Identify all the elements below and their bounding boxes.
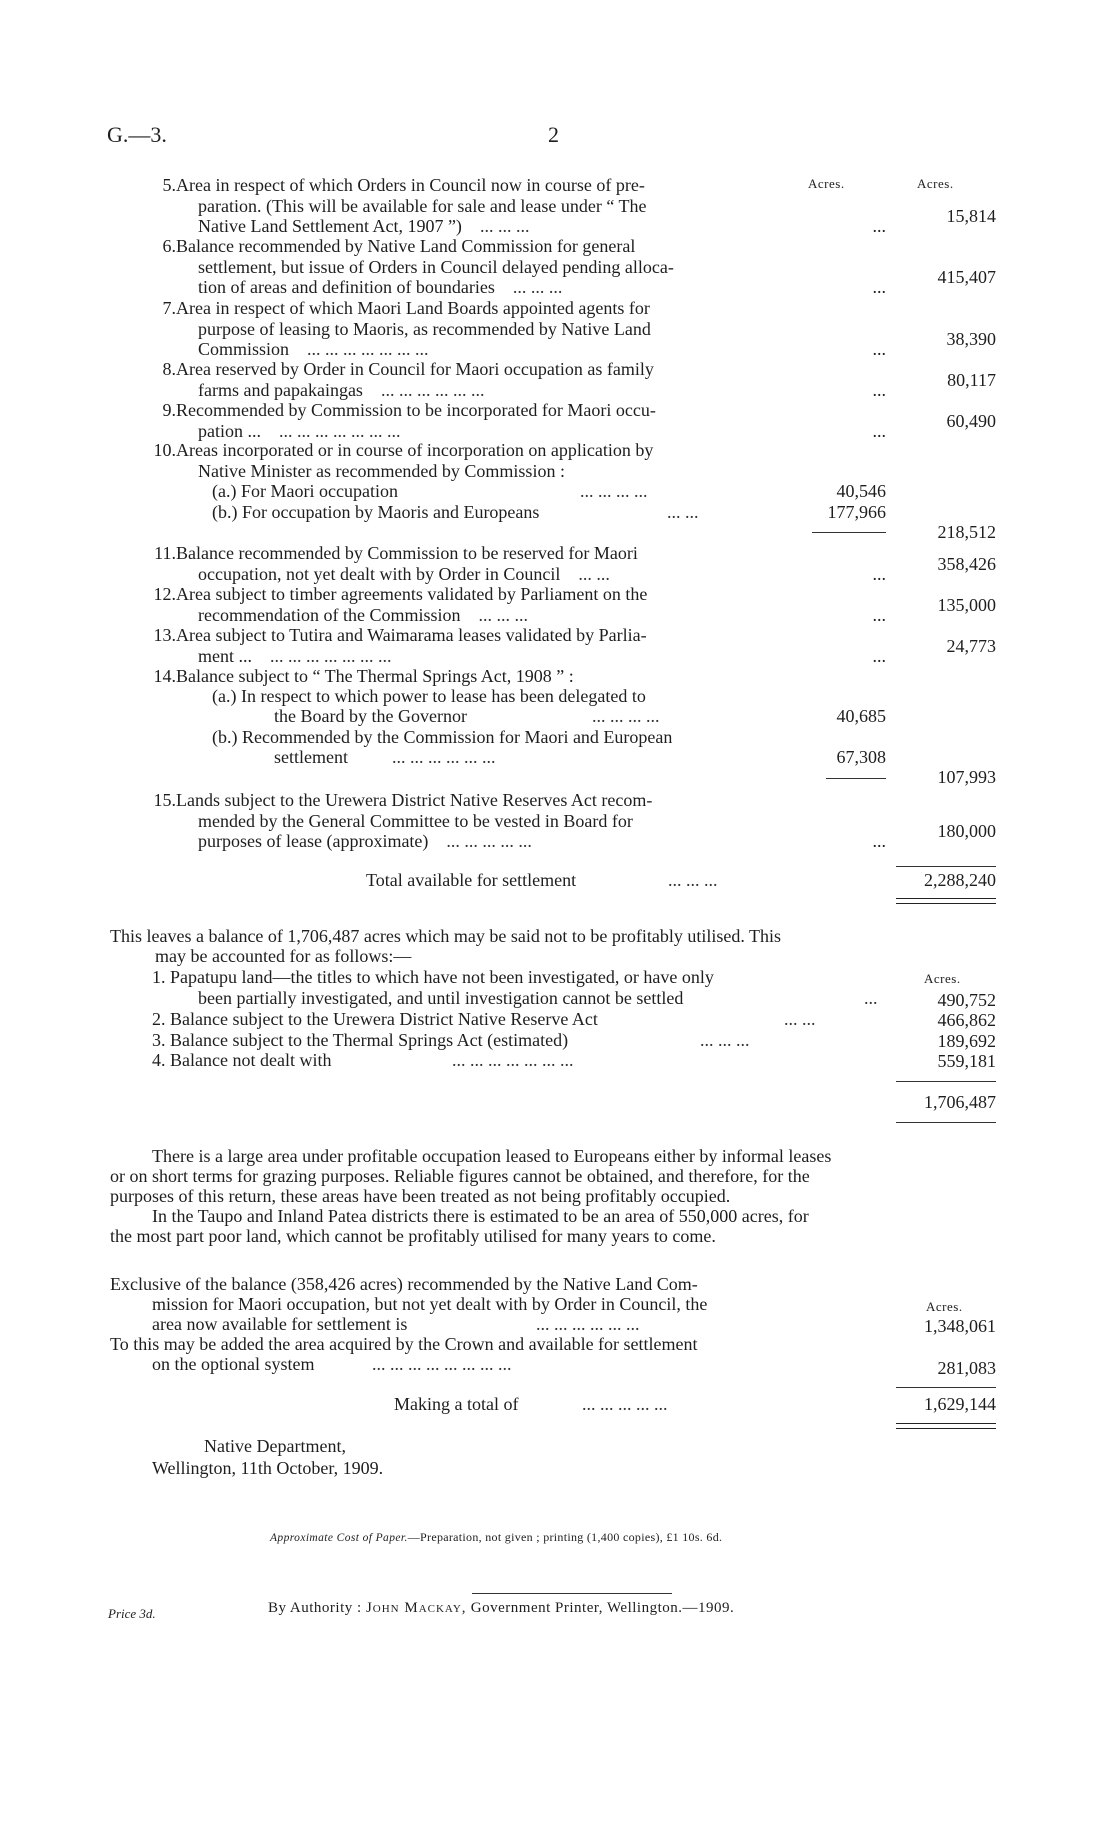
- balance-item-2: [152, 1009, 816, 1030]
- paragraph-line-3: purposes of this return, these areas have been treated as not being profitably occupied.: [110, 1186, 731, 1206]
- schedule-item-line-text: farms and papakaingas: [198, 379, 363, 400]
- schedule-item-acres: 180,000: [937, 821, 996, 842]
- balance-column-header: Acres.: [924, 971, 961, 986]
- schedule-item-acres: 15,814: [946, 206, 996, 227]
- schedule-item-text: [178, 790, 778, 852]
- item10-sub-b: [212, 502, 699, 523]
- schedule-item-line: [178, 196, 778, 217]
- balance-item-3-text: Balance subject to the Thermal Springs Act (estimated): [170, 1030, 569, 1050]
- authority-line: [268, 1600, 734, 1617]
- schedule-item-line-text: Area reserved by Order in Council for Maori occupation as family: [176, 359, 654, 379]
- making-total-value: 1,629,144: [924, 1394, 996, 1414]
- balance-item-4-num: 4.: [152, 1050, 166, 1070]
- making-total-double-rule-1: [896, 1423, 996, 1424]
- schedule-item-acres: 24,773: [946, 635, 996, 656]
- schedule-item-line: [178, 831, 778, 852]
- item14-sub-b-label: settlement: [274, 747, 348, 767]
- schedule-item-line-text: Balance subject to “ The Thermal Springs Act, 1908 ” :: [176, 666, 574, 686]
- schedule-item-line: [178, 646, 778, 667]
- schedule-item-line: [176, 790, 778, 811]
- total-available-label: Total available for settlement: [366, 870, 577, 890]
- making-total-label: Making a total of: [394, 1394, 519, 1414]
- paragraph-line-1: There is a large area under profitable occupation leased to Europeans either by informal leases: [152, 1146, 832, 1166]
- schedule-item-line: [178, 811, 778, 832]
- schedule-item-sub-acres: ...: [872, 420, 886, 441]
- exclusive-line5-text: on the optional system: [152, 1354, 315, 1374]
- signoff-place-date: Wellington, 11th October, 1909.: [152, 1458, 384, 1478]
- schedule-item-line: [178, 319, 778, 340]
- schedule-item-line: [178, 461, 778, 482]
- leader-dots: ... ... ...: [478, 604, 528, 625]
- column-header-acres-2: Acres.: [917, 176, 954, 191]
- balance-item-2-dots: ... ...: [784, 1009, 816, 1029]
- item14-sub-b-value: 67,308: [836, 747, 886, 767]
- balance-item-3-dots: ... ... ...: [700, 1030, 750, 1050]
- balance-item-1-num: 1.: [152, 967, 166, 987]
- balance-item-2-text: Balance subject to the Urewera District Native Reserve Act: [170, 1009, 598, 1029]
- exclusive-line4: To this may be added the area acquired by the Crown and available for settlement: [110, 1334, 698, 1354]
- schedule-item-line-text: purpose of leasing to Maoris, as recommended by Native Land: [198, 318, 651, 339]
- exclusive-rule-top: [896, 1387, 996, 1388]
- schedule-item-number: 15.: [153, 790, 176, 810]
- leader-dots: ... ... ... ... ... ... ...: [307, 339, 429, 360]
- schedule-item-line-text: recommendation of the Commission: [198, 604, 461, 625]
- item10-total: 218,512: [937, 522, 996, 542]
- schedule-item-sub-acres: ...: [872, 645, 886, 666]
- schedule-item-line: [178, 421, 778, 442]
- schedule-item-line-text: mended by the General Committee to be vested in Board for: [198, 810, 633, 831]
- balance-intro-line2: may be accounted for as follows:—: [155, 946, 412, 966]
- item10-subtotal-rule: [812, 532, 886, 533]
- schedule-item-line: [176, 666, 778, 687]
- schedule-item-line: [176, 543, 778, 564]
- schedule-item-sub-acres: ...: [872, 277, 886, 298]
- schedule-item-line-text: Area in respect of which Maori Land Boards appointed agents for: [176, 298, 650, 318]
- item14-sub-b-dots: ... ... ... ... ... ...: [392, 747, 496, 767]
- exclusive-line5: [152, 1354, 512, 1375]
- item14-sub-a-label: the Board by the Governor: [274, 706, 467, 726]
- item14-subtotal-rule: [826, 778, 886, 779]
- schedule-item-line: [176, 440, 778, 461]
- schedule-item-line-text: Balance recommended by Commission to be reserved for Maori: [176, 543, 638, 563]
- schedule-item-number: 12.: [153, 584, 176, 604]
- item14-sub-a-line2: [274, 706, 660, 727]
- schedule-item-line: [178, 257, 778, 278]
- balance-item-2-value: 466,862: [937, 1010, 996, 1030]
- schedule-item-line: [178, 339, 778, 360]
- item14-sub-b-line1: (b.) Recommended by the Commission for Maori and European: [212, 727, 673, 747]
- schedule-item-number: 5.: [162, 175, 176, 195]
- leader-dots: ... ... ... ... ... ... ...: [279, 420, 401, 441]
- price-label: Price 3d.: [108, 1606, 156, 1621]
- exclusive-line3: [152, 1314, 640, 1335]
- schedule-item-sub-acres: ...: [872, 831, 886, 852]
- balance-item-1-cont: [198, 988, 878, 1009]
- schedule-item-sub-acres: ...: [872, 379, 886, 400]
- schedule-item-number: 9.: [162, 400, 176, 420]
- schedule-item-text: [178, 400, 778, 441]
- making-total-dots: ... ... ... ... ...: [582, 1394, 668, 1414]
- schedule-item-line-text: Balance recommended by Native Land Commission for general: [176, 236, 636, 256]
- balance-rule-top: [896, 1081, 996, 1082]
- total-top-rule: [896, 866, 996, 867]
- leader-dots: ... ... ... ... ...: [446, 831, 532, 852]
- item14-sub-b-line2: [274, 747, 496, 768]
- schedule-item-number: 6.: [162, 236, 176, 256]
- schedule-item-line-text: ment ...: [198, 645, 252, 666]
- schedule-item-line-text: occupation, not yet dealt with by Order in Council: [198, 563, 561, 584]
- balance-item-1-value: 490,752: [937, 990, 996, 1010]
- schedule-item-line-text: purposes of lease (approximate): [198, 831, 429, 852]
- schedule-item-line-text: Native Land Settlement Act, 1907 ”): [198, 216, 462, 237]
- balance-item-3-value: 189,692: [937, 1031, 996, 1051]
- item14-total: 107,993: [937, 767, 996, 787]
- schedule-item-text: [178, 625, 778, 666]
- schedule-item-number: 8.: [162, 359, 176, 379]
- schedule-item-line: [178, 380, 778, 401]
- schedule-item-sub-acres: ...: [872, 339, 886, 360]
- schedule-item-line: [178, 216, 778, 237]
- total-double-rule-1: [896, 898, 996, 899]
- schedule-item-acres: 415,407: [937, 267, 996, 288]
- schedule-item-line-text: Native Minister as recommended by Commission :: [198, 460, 565, 481]
- item14-sub-a-value: 40,685: [836, 706, 886, 726]
- schedule-item-line-text: Commission: [198, 339, 290, 360]
- schedule-item-line-text: Areas incorporated or in course of incorporation on application by: [176, 440, 654, 460]
- schedule-item-text: [178, 359, 778, 400]
- total-available-value: 2,288,240: [924, 870, 996, 890]
- total-available-dots: ... ... ...: [668, 870, 718, 890]
- exclusive-line5-dots: ... ... ... ... ... ... ... ...: [372, 1354, 512, 1374]
- series-label: G.—3.: [107, 122, 167, 147]
- item14-sub-a-line1: (a.) In respect to which power to lease has been delegated to: [212, 686, 646, 706]
- item10-sub-b-value: 177,966: [827, 502, 886, 522]
- leader-dots: ... ... ... ... ... ... ...: [270, 645, 392, 666]
- schedule-item-number: 7.: [162, 298, 176, 318]
- schedule-item-number: 11.: [154, 543, 176, 563]
- paragraph-line-5: the most part poor land, which cannot be profitably utilised for many years to come.: [110, 1226, 716, 1246]
- balance-item-4-dots: ... ... ... ... ... ... ...: [452, 1050, 574, 1070]
- paragraph-line-4: In the Taupo and Inland Patea districts there is estimated to be an area of 550,000 acres, for: [152, 1206, 809, 1226]
- schedule-item-text: [178, 236, 778, 298]
- schedule-item-acres: 358,426: [937, 553, 996, 574]
- item10-sub-a-value: 40,546: [836, 481, 886, 501]
- schedule-item-line-text: paration. (This will be available for sale and lease under “ The: [198, 195, 647, 216]
- schedule-item-line-text: tion of areas and definition of boundaries: [198, 277, 495, 298]
- leader-dots: ... ... ...: [512, 277, 563, 298]
- schedule-item-line-text: pation ...: [198, 420, 261, 441]
- balance-total: 1,706,487: [924, 1092, 996, 1112]
- exclusive-line3-text: area now available for settlement is: [152, 1314, 408, 1334]
- exclusive-line3-dots: ... ... ... ... ... ...: [536, 1314, 640, 1334]
- exclusive-line2: mission for Maori occupation, but not yet dealt with by Order in Council, the: [152, 1294, 708, 1314]
- schedule-item-line: [178, 564, 778, 585]
- cost-text: —Preparation, not given ; printing (1,400 copies), £1 10s. 6d.: [407, 1530, 723, 1544]
- authority-prefix: By Authority :: [268, 1600, 362, 1616]
- schedule-item-sub-acres: ...: [872, 216, 886, 237]
- balance-item-3-num: 3.: [152, 1030, 166, 1050]
- cost-label: Approximate Cost of Paper.: [270, 1532, 408, 1544]
- schedule-item-acres: 38,390: [946, 329, 996, 350]
- making-total-double-rule-2: [896, 1428, 996, 1429]
- signoff-department: Native Department,: [204, 1436, 346, 1456]
- schedule-item-acres: 60,490: [946, 410, 996, 431]
- schedule-item-line: [176, 298, 778, 319]
- balance-intro-line1: This leaves a balance of 1,706,487 acres which may be said not to be profitably utilised. This: [110, 926, 781, 946]
- schedule-item-number: 14.: [153, 666, 176, 686]
- balance-item-4: [152, 1050, 574, 1071]
- schedule-item-line: [176, 584, 778, 605]
- schedule-item-line: [176, 236, 778, 257]
- schedule-item-text: [178, 584, 778, 625]
- schedule-item-text: [178, 666, 778, 687]
- schedule-item-line: [178, 605, 778, 626]
- item10-sub-a-dots: ... ... ... ...: [580, 481, 648, 501]
- paragraph-line-2: or on short terms for grazing purposes. Reliable figures cannot be obtained, and therefore, for the: [110, 1166, 810, 1186]
- schedule-item-line: [176, 359, 778, 380]
- schedule-item-line-text: Area subject to timber agreements validated by Parliament on the: [176, 584, 648, 604]
- leader-dots: ... ... ... ... ... ...: [380, 379, 485, 400]
- balance-item-1-dots: ...: [864, 988, 878, 1008]
- schedule-item-number: 13.: [153, 625, 176, 645]
- page-number: 2: [548, 122, 559, 147]
- balance-item-1-text-cont: been partially investigated, and until investigation cannot be settled: [198, 988, 684, 1008]
- balance-item-4-text: Balance not dealt with: [170, 1050, 332, 1070]
- cost-of-paper: [270, 1528, 722, 1546]
- balance-item-1-text: Papatupu land—the titles to which have not been investigated, or have only: [170, 967, 714, 987]
- schedule-item-line: [176, 400, 778, 421]
- schedule-item-text: [178, 175, 778, 237]
- schedule-item-line: [176, 175, 778, 196]
- item10-sub-a-label: (a.) For Maori occupation: [212, 481, 398, 501]
- leader-dots: ... ... ...: [479, 216, 530, 237]
- schedule-item-line-text: Lands subject to the Urewera District Native Reserves Act recom-: [176, 790, 653, 810]
- item10-sub-b-dots: ... ...: [667, 502, 699, 522]
- exclusive-value-1: 1,348,061: [924, 1316, 996, 1336]
- item10-sub-b-label: (b.) For occupation by Maoris and Europeans: [212, 502, 540, 522]
- schedule-item-text: [178, 298, 778, 360]
- schedule-item-sub-acres: ...: [872, 604, 886, 625]
- balance-item-2-num: 2.: [152, 1009, 166, 1029]
- item14-sub-a-dots: ... ... ... ...: [592, 706, 660, 726]
- schedule-item-number: 10.: [153, 440, 176, 460]
- schedule-item-acres: 80,117: [947, 369, 996, 390]
- schedule-item-acres: 135,000: [937, 594, 996, 615]
- schedule-item-line-text: Area subject to Tutira and Waimarama leases validated by Parlia-: [176, 625, 647, 645]
- column-header-acres-1: Acres.: [808, 176, 845, 191]
- balance-rule-bottom: [896, 1122, 996, 1123]
- schedule-item-sub-acres: ...: [872, 563, 886, 584]
- schedule-item-line-text: settlement, but issue of Orders in Council delayed pending alloca-: [198, 256, 674, 277]
- balance-item-1: [152, 967, 714, 988]
- balance-item-4-value: 559,181: [937, 1051, 996, 1071]
- schedule-item-text: [178, 440, 778, 481]
- exclusive-line1: Exclusive of the balance (358,426 acres) recommended by the Native Land Com-: [110, 1274, 698, 1294]
- schedule-item-text: [178, 543, 778, 584]
- schedule-item-line-text: Recommended by Commission to be incorporated for Maori occu-: [176, 400, 656, 420]
- footer-rule: [472, 1593, 672, 1594]
- exclusive-value-2: 281,083: [937, 1358, 996, 1378]
- schedule-item-line: [176, 625, 778, 646]
- item10-sub-a: [212, 481, 648, 502]
- authority-suffix: Government Printer, Wellington.—1909.: [470, 1600, 735, 1616]
- leader-dots: ... ...: [578, 563, 610, 584]
- schedule-item-line: [178, 277, 778, 298]
- balance-item-3: [152, 1030, 750, 1051]
- printer-name: John Mackay,: [365, 1600, 467, 1616]
- total-double-rule-2: [896, 903, 996, 904]
- exclusive-column-header: Acres.: [926, 1299, 963, 1314]
- schedule-item-line-text: Area in respect of which Orders in Council now in course of pre-: [176, 175, 645, 195]
